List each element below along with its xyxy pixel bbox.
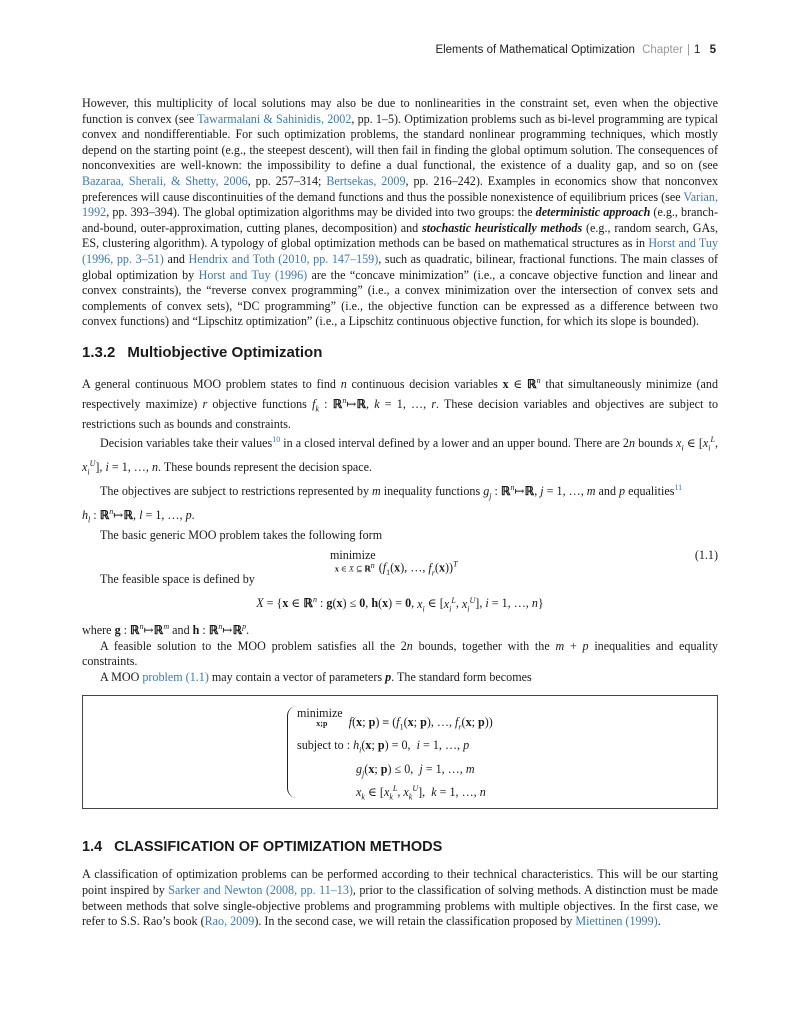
paragraph-moo-definition: A general continuous MOO problem states to find n continuous decision variables x ∈ ℝ$^n$ that simultaneously minimize (and respectively maximize) r objective functions $f_k$ : ℝ$^n$↦ℝ, k = 1, …, r. These decision variables and objectives are subject to restrictions such as bounds and constraints.	[82, 375, 718, 431]
page-body	[82, 96, 718, 930]
standard-form-box	[82, 695, 718, 809]
emphasis: deterministic approach	[535, 205, 651, 220]
paragraph-feasible-solution: A feasible solution to the MOO problem satisfies all the 2n bounds, together with the m + p inequalities and equality constraints.	[82, 638, 718, 669]
citation-link[interactable]: Bertsekas, 2009	[326, 173, 406, 188]
paragraph-decision-bounds: Decision variables take their values$^{10}$ in a closed interval defined by a lower and an upper bound. There are 2n bounds $x_i$ ∈ [$x_i^L$, $x_i^U$], i = 1, …, n. These bounds represent the decision space.	[82, 435, 718, 477]
citation-link[interactable]: Rao, 2009	[204, 914, 255, 929]
citation-link[interactable]: Hendrix and Toth (2010, pp. 147–159)	[188, 251, 379, 266]
paragraph-feasible-space: The feasible space is defined by	[100, 571, 255, 586]
book-title: Elements of Mathematical Optimization	[435, 44, 635, 56]
standard-form-objective: minimize x;p f(x; $p) \equiv (f_1(x$; p), …, $f_r(x$; p))	[297, 706, 493, 732]
citation-link[interactable]: Sarker and Newton (2008, pp. 11–13)	[168, 882, 353, 897]
running-header	[435, 44, 716, 56]
paragraph-intro: However, this multiplicity of local solutions may also be due to nonlinearities in the constraint set, even when the objective function is convex (see Tawarmalani & Sahinidis, 2002, pp. 1–5). Optimization problems such as bi-level programming are typical convex and nondifferentiable. For such optimization problems, the standard nonlinear programming techniques, which mostly depend on the starting point (e.g., the steepest descent), will then fail in finding the global optimum solution. The consequences of nonconvexities are well-known: the impossibility to define a dual functional, the existence of a duality gap, and so on (see Bazaraa, Sherali, & Shetty, 2006, pp. 257–314; Bertsekas, 2009, pp. 216–242). Examples in economics show that nonconvex preferences will cause discontinuities of the demand functions and thus the possible nonexistence of equilibrium prices (see Varian, 1992, pp. 393–394). The global optimization algorithms may be divided into two groups: the deterministic approach (e.g., branch-and-bound, outer-approximation, cutting planes, decomposition) and stochastic heuristically methods (e.g., random search, GAs, ES, clustering algorithm). A typology of global optimization methods can be based on mathematical structures as in Horst and Tuy (1996, pp. 3–51) and Hendrix and Toth (2010, pp. 147–159), such as quadratic, bilinear, fractional functions. The main classes of global optimization by Horst and Tuy (1996) are the “concave minimization” (i.e., a concave objective function and linear and convex constraints), the “reverse convex programming” (i.e., a convex minimization over the intersection of convex sets and complements of convex sets), “DC programming” (i.e., the objective function can be expressed as a difference between two convex functions) and “Lipschitz optimization” (i.e., a Lipschitz continuous objective function, for which its slope is bounded).	[82, 96, 719, 329]
emphasis: stochastic heuristically methods	[422, 220, 583, 235]
citation-link[interactable]: Horst and Tuy (1996, pp. 3–51)	[82, 236, 718, 266]
citation-link[interactable]: Varian, 1992	[82, 189, 718, 220]
equation-feasible-space: X = {x ∈ ℝ$^n$ : g(x) ≤ 0, h(x) = 0, $x_i$ ∈ [$x_i^L$, $x_i^U$], i = 1, …, n}	[256, 595, 544, 613]
citation-link[interactable]: Bazaraa, Sherali, & Shetty, 2006	[82, 173, 248, 188]
paragraph-classification: A classification of optimization problems can be performed according to their technical characteristics. This will be our starting point inspired by Sarker and Newton (2008, pp. 11–13), prior to the classification of solving methods. A distinction must be made between methods that solve single-objective problems and programming problems with multiple objectives. In the first case, we refer to S.S. Rao’s book (Rao, 2009). In the second case, we will retain the classification proposed by Miettinen (1999).	[82, 867, 718, 929]
footnote-marker[interactable]: 10	[272, 435, 281, 445]
section-heading-1-3-2: 1.3.2 Multiobjective Optimization	[82, 343, 323, 361]
equation-link[interactable]: problem (1.1)	[142, 669, 209, 684]
citation-link[interactable]: Horst and Tuy (1996)	[198, 267, 308, 282]
citation-link[interactable]: Tawarmalani & Sahinidis, 2002	[197, 111, 352, 126]
equation-1-1	[82, 544, 718, 577]
standard-form-inequalities: $g_j(x$; p) ≤ 0, j = 1, …, m	[356, 762, 475, 779]
paragraph-where: where g : ℝ$^n$↦ℝ$^m$ and h : ℝ$^n$↦ℝ$^p$.	[82, 621, 250, 637]
standard-form-bounds: $x_k$ ∈ [$x_k^L$, $x_k^U$], k = 1, …, n	[356, 784, 486, 802]
section-heading-1-4: 1.4 CLASSIFICATION OF OPTIMIZATION METHODS	[82, 839, 443, 856]
equation-body: minimize x ∈ X ⊆ ℝ$^n$ ($f_1(x)$, …, $f_r(x))^T$	[330, 547, 458, 577]
chapter-number: 1	[693, 44, 701, 56]
equation-number: (1.1)	[694, 547, 718, 562]
paragraph-generic-form: The basic generic MOO problem takes the following form	[100, 528, 383, 543]
paragraph-objective-restrictions: The objectives are subject to restrictions represented by m inequality functions $g_j$ : ℝ$^n$↦ℝ, j = 1, …, m and p equalities$^{11}$ $h_l$ : ℝ$^n$↦ℝ, l = 1, …, p.	[82, 483, 683, 525]
standard-form-equalities: subject to : $h_i(x$; p) = 0, i = 1, …, p	[297, 738, 470, 755]
chapter-label: Chapter	[642, 44, 683, 56]
header-separator: |	[686, 44, 690, 56]
citation-link[interactable]: Miettinen (1999)	[575, 914, 658, 929]
paragraph-parameters: A MOO problem (1.1) may contain a vector of parameters p. The standard form becomes	[100, 669, 532, 684]
footnote-marker[interactable]: 11	[674, 483, 683, 493]
page-number: 5	[709, 44, 716, 56]
